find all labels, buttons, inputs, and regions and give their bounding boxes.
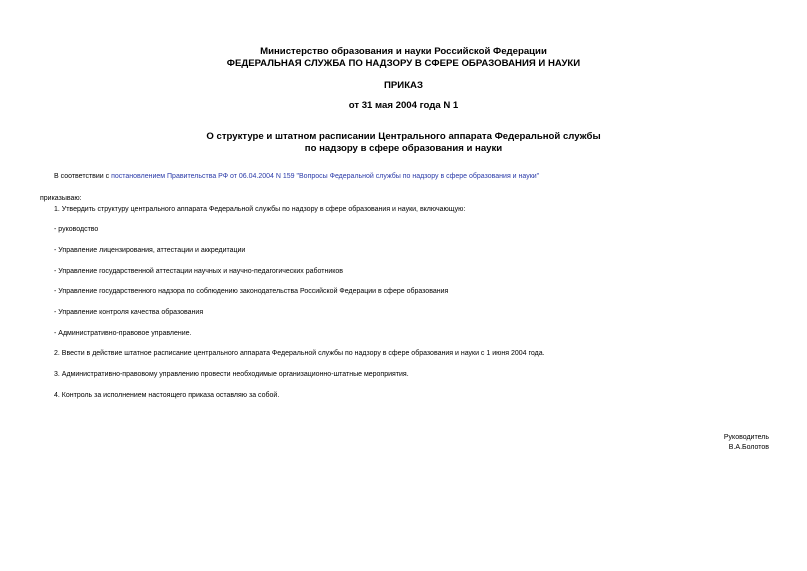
item-1: 1. Утвердить структуру центрального аппарата Федеральной службы по надзору в сфере образования и науки, включающую:: [54, 206, 466, 213]
signature-name: В.А.Болотов: [728, 444, 769, 451]
document-date: от 31 мая 2004 года N 1: [348, 100, 459, 111]
sub-item: - Управление государственной аттестации научных и научно-педагогических работников: [54, 268, 343, 275]
signature-role: Руководитель: [723, 434, 769, 441]
order-word: приказываю:: [40, 195, 82, 202]
sub-item: - Административно-правовое управление.: [54, 330, 192, 337]
intro-prefix: В соответствии с: [54, 173, 112, 180]
ministry-name: Министерство образования и науки Российской Федерации: [260, 46, 547, 57]
government-decree-link[interactable]: постановлением Правительства РФ от 06.04.2004 N 159 "Вопросы Федеральной службы по надзору в сфере образования и науки": [111, 173, 540, 180]
intro-paragraph: [54, 172, 539, 181]
service-name: ФЕДЕРАЛЬНАЯ СЛУЖБА ПО НАДЗОРУ В СФЕРЕ ОБРАЗОВАНИЯ И НАУКИ: [226, 58, 581, 69]
document-title-line1: О структуре и штатном расписании Центрального аппарата Федеральной службы: [206, 131, 601, 142]
sub-item: - Управление лицензирования, аттестации и аккредитации: [54, 247, 246, 254]
document-type: ПРИКАЗ: [384, 80, 423, 91]
sub-item: - Управление государственного надзора по соблюдению законодательства Российской Федерации в сфере образования: [54, 288, 449, 295]
sub-item: - Управление контроля качества образования: [54, 309, 204, 316]
document-title-line2: по надзору в сфере образования и науки: [304, 143, 503, 154]
item-3: 3. Административно-правовому управлению провести необходимые организационно-штатные мероприятия.: [54, 371, 409, 378]
item-2: 2. Ввести в действие штатное расписание центрального аппарата Федеральной службы по надзору в сфере образования и науки с 1 июня 2004 года.: [54, 350, 545, 357]
sub-item: - руководство: [54, 226, 99, 233]
item-4: 4. Контроль за исполнением настоящего приказа оставляю за собой.: [54, 392, 280, 399]
